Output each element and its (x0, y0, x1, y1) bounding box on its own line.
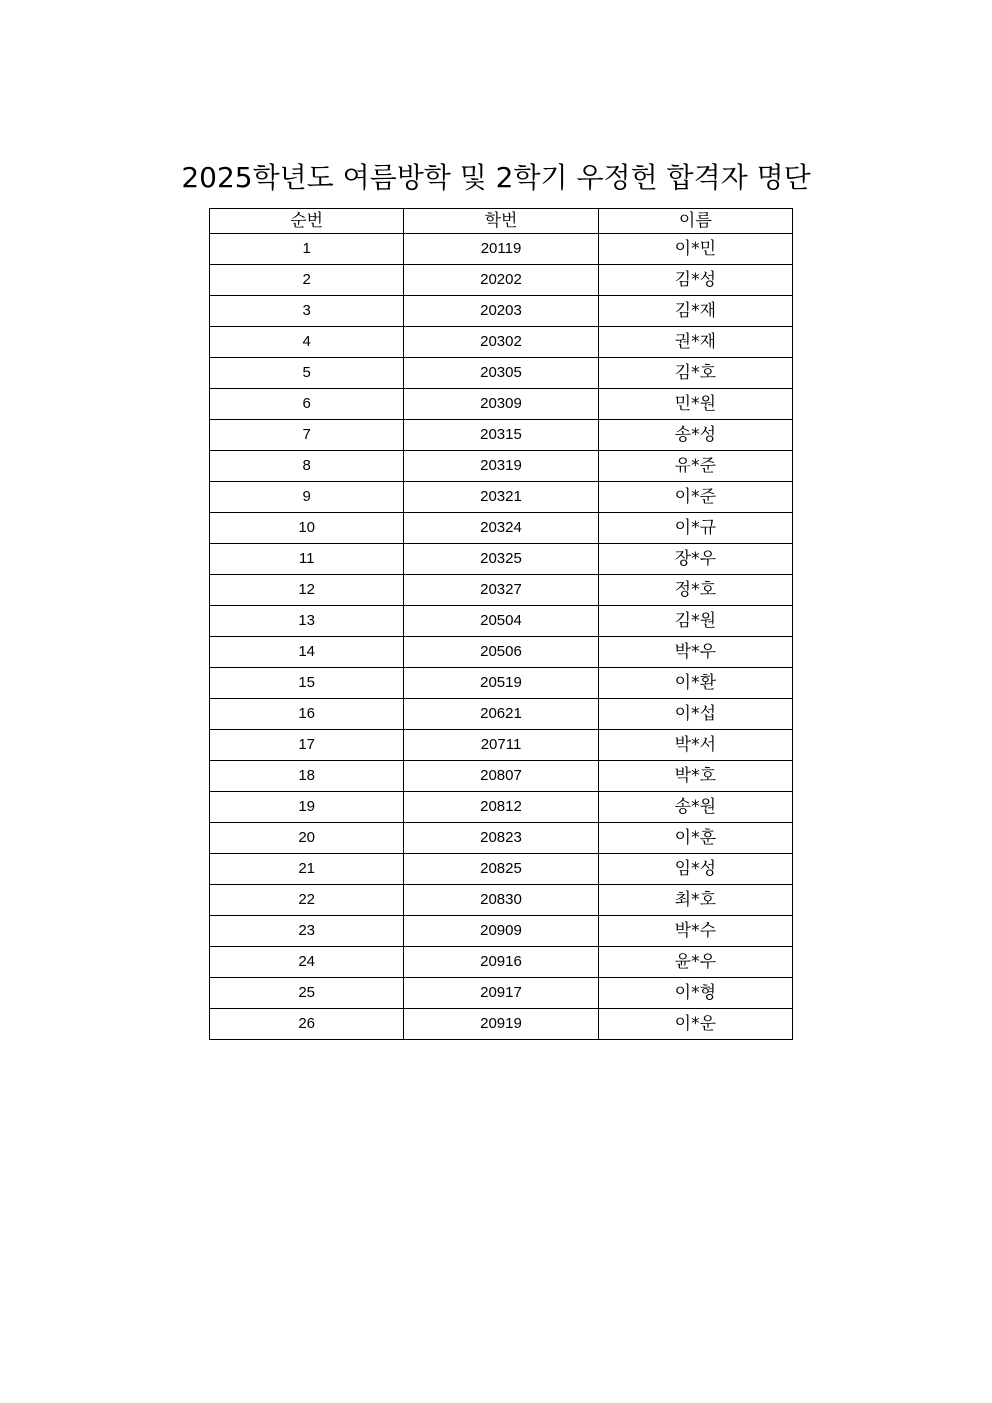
cell-order: 11 (210, 544, 404, 575)
cell-student-id: 20621 (404, 699, 598, 730)
table-header-row (210, 209, 793, 234)
cell-name: 김*재 (598, 296, 792, 327)
cell-order: 5 (210, 358, 404, 389)
cell-name: 이*환 (598, 668, 792, 699)
table-row (210, 854, 793, 885)
table-row (210, 327, 793, 358)
cell-student-id: 20909 (404, 916, 598, 947)
cell-name: 김*원 (598, 606, 792, 637)
cell-name: 이*섭 (598, 699, 792, 730)
table-row (210, 885, 793, 916)
table-row (210, 792, 793, 823)
table-body (210, 234, 793, 1040)
cell-student-id: 20916 (404, 947, 598, 978)
cell-student-id: 20302 (404, 327, 598, 358)
cell-order: 8 (210, 451, 404, 482)
cell-name: 이*운 (598, 1009, 792, 1040)
cell-name: 윤*우 (598, 947, 792, 978)
cell-name: 이*훈 (598, 823, 792, 854)
cell-student-id: 20327 (404, 575, 598, 606)
table-row (210, 730, 793, 761)
cell-student-id: 20203 (404, 296, 598, 327)
cell-student-id: 20319 (404, 451, 598, 482)
cell-name: 최*호 (598, 885, 792, 916)
table-row (210, 389, 793, 420)
table-row (210, 513, 793, 544)
table-row (210, 358, 793, 389)
cell-student-id: 20202 (404, 265, 598, 296)
cell-order: 9 (210, 482, 404, 513)
table-row (210, 296, 793, 327)
cell-student-id: 20321 (404, 482, 598, 513)
cell-order: 1 (210, 234, 404, 265)
header-order: 순번 (210, 209, 404, 234)
table-row (210, 544, 793, 575)
cell-order: 14 (210, 637, 404, 668)
cell-student-id: 20305 (404, 358, 598, 389)
cell-order: 3 (210, 296, 404, 327)
table-row (210, 451, 793, 482)
cell-name: 이*준 (598, 482, 792, 513)
table-row (210, 637, 793, 668)
cell-student-id: 20504 (404, 606, 598, 637)
cell-name: 박*호 (598, 761, 792, 792)
cell-student-id: 20807 (404, 761, 598, 792)
cell-name: 김*성 (598, 265, 792, 296)
cell-order: 18 (210, 761, 404, 792)
cell-order: 13 (210, 606, 404, 637)
header-student-id: 학번 (404, 209, 598, 234)
cell-name: 유*준 (598, 451, 792, 482)
cell-order: 2 (210, 265, 404, 296)
cell-student-id: 20324 (404, 513, 598, 544)
table-row (210, 978, 793, 1009)
cell-order: 12 (210, 575, 404, 606)
cell-student-id: 20919 (404, 1009, 598, 1040)
table-row (210, 947, 793, 978)
cell-name: 이*민 (598, 234, 792, 265)
roster-table (209, 208, 793, 1040)
table-row (210, 420, 793, 451)
document-title: 2025학년도 여름방학 및 2학기 우정헌 합격자 명단 (181, 161, 811, 194)
table-row (210, 699, 793, 730)
table-row (210, 1009, 793, 1040)
cell-student-id: 20309 (404, 389, 598, 420)
cell-order: 10 (210, 513, 404, 544)
cell-student-id: 20917 (404, 978, 598, 1009)
cell-name: 장*우 (598, 544, 792, 575)
cell-student-id: 20506 (404, 637, 598, 668)
cell-order: 22 (210, 885, 404, 916)
header-name: 이름 (598, 209, 792, 234)
cell-name: 권*재 (598, 327, 792, 358)
cell-student-id: 20825 (404, 854, 598, 885)
cell-order: 20 (210, 823, 404, 854)
cell-order: 19 (210, 792, 404, 823)
cell-name: 정*호 (598, 575, 792, 606)
table-row (210, 606, 793, 637)
table-row (210, 234, 793, 265)
cell-student-id: 20519 (404, 668, 598, 699)
cell-student-id: 20830 (404, 885, 598, 916)
table-row (210, 916, 793, 947)
cell-order: 16 (210, 699, 404, 730)
cell-order: 25 (210, 978, 404, 1009)
cell-order: 15 (210, 668, 404, 699)
cell-order: 24 (210, 947, 404, 978)
cell-order: 23 (210, 916, 404, 947)
cell-order: 26 (210, 1009, 404, 1040)
cell-name: 박*수 (598, 916, 792, 947)
cell-student-id: 20315 (404, 420, 598, 451)
cell-student-id: 20711 (404, 730, 598, 761)
cell-student-id: 20325 (404, 544, 598, 575)
table-row (210, 265, 793, 296)
table-row (210, 668, 793, 699)
cell-name: 박*우 (598, 637, 792, 668)
cell-student-id: 20823 (404, 823, 598, 854)
cell-order: 7 (210, 420, 404, 451)
cell-name: 임*성 (598, 854, 792, 885)
cell-name: 박*서 (598, 730, 792, 761)
cell-order: 4 (210, 327, 404, 358)
cell-name: 이*형 (598, 978, 792, 1009)
table-row (210, 575, 793, 606)
cell-order: 17 (210, 730, 404, 761)
cell-student-id: 20812 (404, 792, 598, 823)
cell-order: 6 (210, 389, 404, 420)
cell-name: 이*규 (598, 513, 792, 544)
table-row (210, 823, 793, 854)
cell-name: 민*원 (598, 389, 792, 420)
table-row (210, 761, 793, 792)
cell-student-id: 20119 (404, 234, 598, 265)
cell-name: 송*원 (598, 792, 792, 823)
cell-name: 송*성 (598, 420, 792, 451)
table-row (210, 482, 793, 513)
cell-name: 김*호 (598, 358, 792, 389)
cell-order: 21 (210, 854, 404, 885)
